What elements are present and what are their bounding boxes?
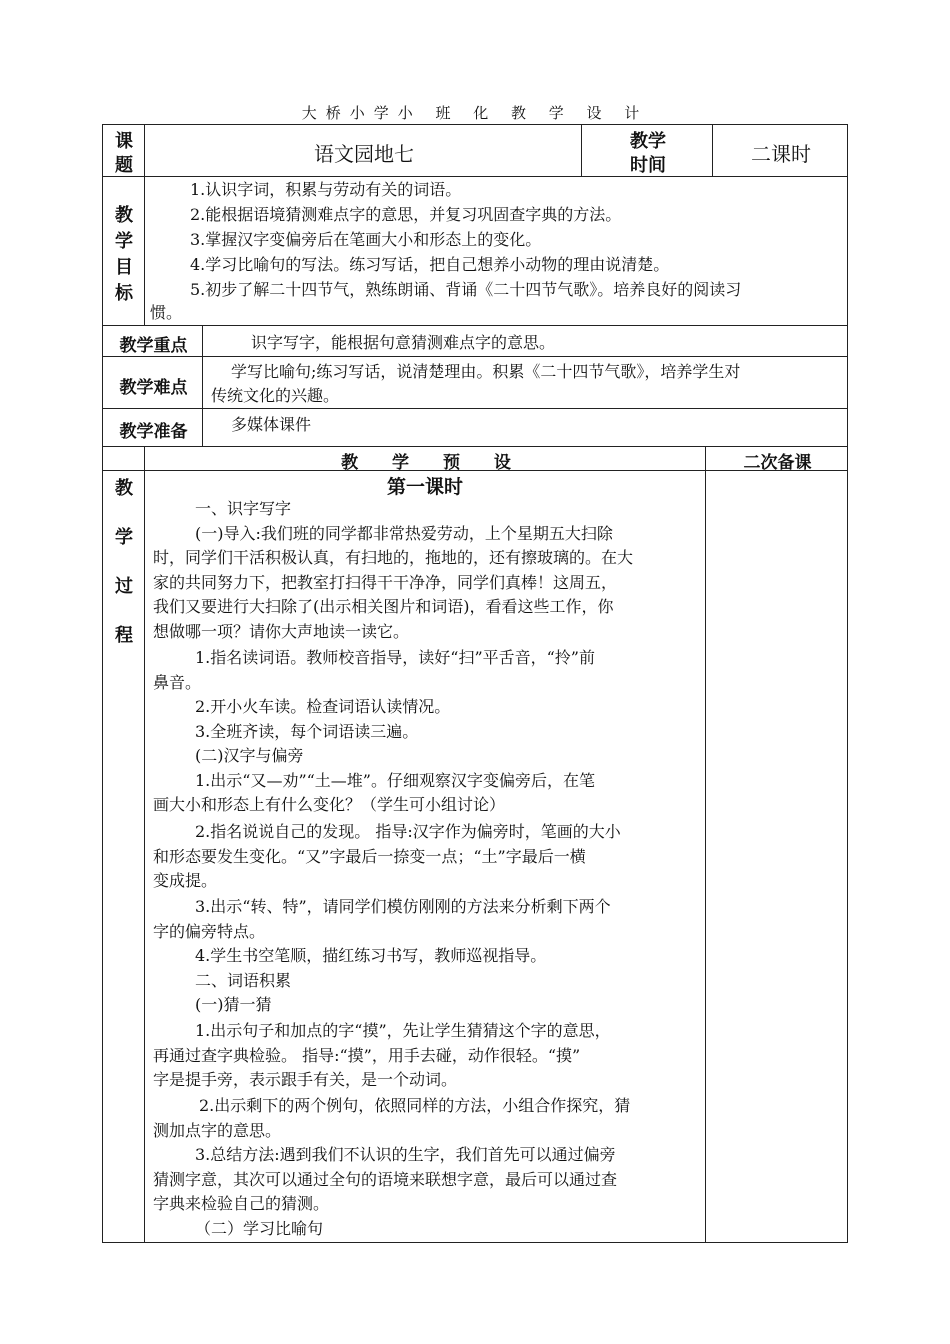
process-line: 猜测字意，其次可以通过全句的语境来联想字意，最后可以通过查	[153, 1169, 618, 1189]
process-line: 字是提手旁，表示跟手有关，是一个动词。	[153, 1070, 458, 1089]
process-line: 画大小和形态上有什么变化？（学生可小组讨论）	[153, 795, 506, 814]
process-line: 1.出示“又—劝”“土—堆”。仔细观察汉字变偏旁后，在笔	[195, 770, 595, 790]
process-line: (一)导入:我们班的同学都非常热爱劳动，上个星期五大扫除	[195, 523, 613, 543]
process-line: 1.指名读词语。教师校音指导，读好“扫”平舌音，“拎”前	[195, 648, 595, 667]
objectives-label-char: 教	[115, 205, 133, 226]
process-line: 再通过查字典检验。 指导:“摸”，用手去碰，动作很轻。“摸”	[153, 1045, 581, 1065]
objective-line: 3.掌握汉字变偏旁后在笔画大小和形态上的变化。	[190, 230, 542, 249]
objective-line: 5.初步了解二十四节气，熟练朗诵、背诵《二十四节气歌》。培养良好的阅读习	[190, 280, 742, 299]
process-label-cell	[102, 470, 145, 1243]
topic-value-cell	[144, 124, 582, 177]
time-label-cell	[581, 124, 713, 177]
process-label-char: 过	[115, 576, 133, 597]
topic-label-top: 课	[115, 131, 133, 152]
process-line: 我们又要进行大扫除了(出示相关图片和词语)，看看这些工作，你	[153, 597, 614, 616]
process-line: 4.学生书空笔顺，描红练习书写，教师巡视指导。	[195, 946, 547, 965]
process-line: 一、识字写字	[195, 499, 292, 518]
preparation-label: 教学准备	[119, 422, 188, 442]
time-value: 二课时	[751, 142, 811, 166]
difficulty-label: 教学难点	[119, 378, 188, 398]
topic-value: 语文园地七	[314, 142, 414, 166]
difficulty-line-2: 传统文化的兴趣。	[211, 386, 340, 405]
topic-label-cell	[102, 124, 145, 177]
second-prep-header-cell	[705, 446, 848, 471]
lesson-heading: 第一课时	[386, 476, 463, 498]
process-line: （二）学习比喻句	[195, 1218, 324, 1238]
time-label-bottom: 时间	[630, 155, 666, 176]
page-title: 大桥小学小 班 化 教 学 设 计	[301, 104, 649, 122]
process-line: 字典来检验自己的猜测。	[153, 1194, 330, 1213]
process-line: (一)猜一猜	[195, 995, 272, 1014]
process-line: 2.开小火车读。检查词语认读情况。	[195, 697, 451, 716]
focus-label: 教学重点	[119, 336, 188, 356]
process-line: 鼻音。	[153, 672, 202, 692]
process-line: 3.出示“转、特”，请同学们模仿刚刚的方法来分析剩下两个	[195, 897, 611, 916]
difficulty-label-cell	[102, 356, 203, 409]
process-label-char: 程	[115, 625, 133, 646]
process-line: 3.全班齐读，每个词语读三遍。	[195, 721, 419, 741]
focus-label-cell	[102, 325, 203, 357]
objective-line: 4.学习比喻句的写法。练习写话，把自己想养小动物的理由说清楚。	[190, 255, 670, 274]
difficulty-line-1: 学写比喻句;练习写话，说清楚理由。积累《二十四节气歌》，培养学生对	[231, 362, 741, 381]
process-line: 3.总结方法:遇到我们不认识的生字，我们首先可以通过偏旁	[195, 1145, 616, 1164]
objectives-label-char: 学	[115, 231, 133, 252]
focus-content-cell	[202, 325, 848, 357]
objectives-label-char: 标	[115, 283, 133, 304]
objectives-label-cell	[102, 176, 145, 326]
time-label-top: 教学	[630, 131, 666, 152]
time-value-cell	[712, 124, 848, 177]
preset-header: 教 学 预 设	[341, 453, 511, 473]
difficulty-content-cell	[202, 356, 848, 409]
process-line: 2.出示剩下的两个例句，依照同样的方法，小组合作探究，猜	[199, 1096, 631, 1115]
objective-line: 2.能根据语境猜测难点字的意思，并复习巩固查字典的方法。	[190, 205, 622, 224]
process-line: 变成提。	[153, 871, 218, 890]
preparation-label-cell	[102, 408, 203, 447]
process-label-char: 学	[115, 527, 133, 548]
process-line: 家的共同努力下，把教室打扫得干干净净，同学们真棒！这周五，	[153, 572, 618, 592]
process-line: 2.指名说说自己的发现。 指导:汉字作为偏旁时，笔画的大小	[195, 822, 621, 841]
objective-line: 惯。	[150, 303, 183, 322]
process-line: 想做哪一项？请你大声地读一读它。	[153, 621, 410, 641]
process-line: 时，同学们干活积极认真，有扫地的，拖地的，还有擦玻璃的。在大	[153, 548, 634, 567]
second-prep-header: 二次备课	[743, 453, 812, 473]
process-line: 和形态要发生变化。“又”字最后一捺变一点；“土”字最后一横	[153, 846, 586, 866]
header-left-blank	[102, 446, 145, 471]
second-prep-content-cell	[705, 470, 848, 1243]
process-line: 二、词语积累	[195, 970, 292, 990]
process-label-char: 教	[115, 478, 133, 499]
preparation-content-cell	[202, 408, 848, 447]
process-line: (二)汉字与偏旁	[195, 746, 304, 765]
process-line: 字的偏旁特点。	[153, 921, 266, 941]
objective-line: 1.认识字词，积累与劳动有关的词语。	[190, 180, 462, 199]
focus-text: 识字写字，能根据句意猜测难点字的意思。	[251, 333, 556, 352]
preset-header-cell	[144, 446, 706, 471]
process-line: 1.出示句子和加点的字“摸”，先让学生猜猜这个字的意思，	[195, 1021, 611, 1040]
process-line: 测加点字的意思。	[153, 1120, 282, 1140]
preparation-text: 多媒体课件	[231, 415, 312, 434]
topic-label-bottom: 题	[115, 155, 133, 176]
objectives-label-char: 目	[115, 257, 133, 278]
